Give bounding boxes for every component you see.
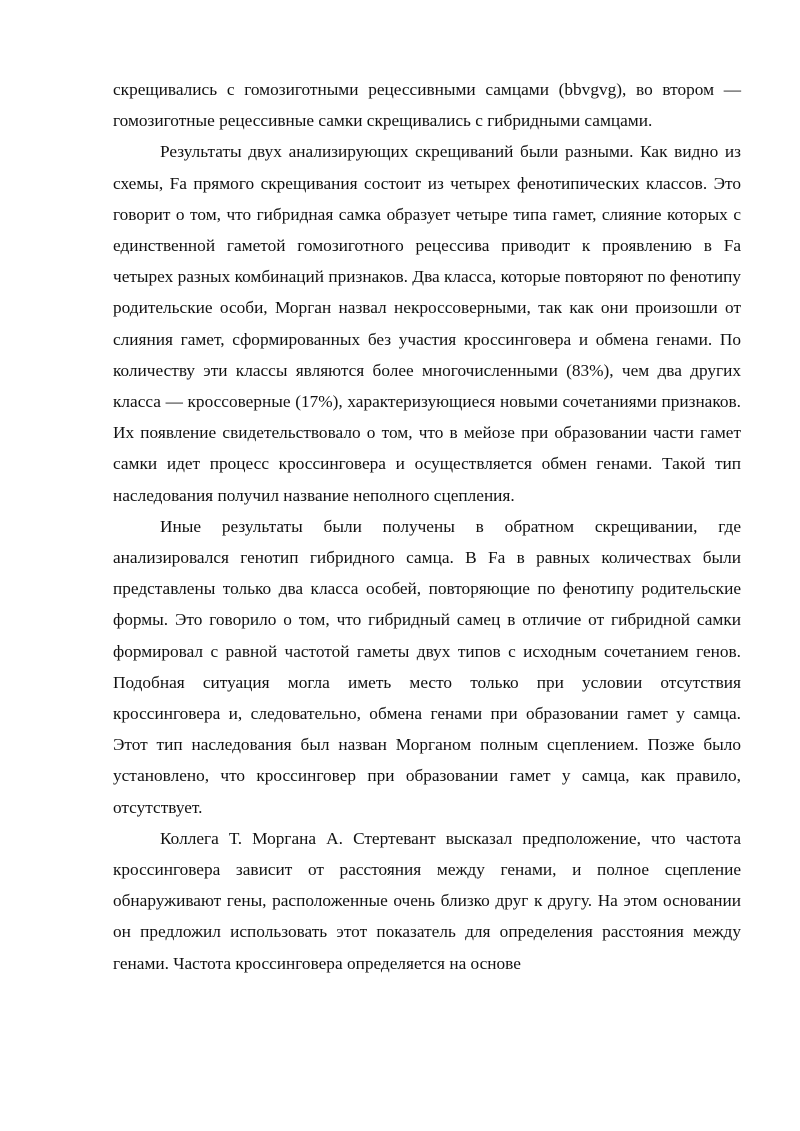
paragraph-continuation: скрещивались с гомозиготными рецессивными самцами (bbvgvg), во втором — гомозиготные рецессивные самки скрещивались с гибридными самцами. — [113, 80, 741, 131]
body-text — [113, 74, 741, 979]
paragraph-crossing-results: Результаты двух анализирующих скрещиваний были разными. Как видно из схемы, Fa прямого скрещивания состоит из четырех фенотипических классов. Это говорит о том, что гибридная самка образует четыре типа гамет, слияние которых с единственной гаметой гомозиготного рецессива приводит к проявлению в Fa четырех разных комбинаций признаков. Два класса, которые повторяют по фенотипу родительские особи, Морган назвал некроссоверными, так как они произошли от слияния гамет, сформированных без участия кроссинговера и обмена генами. По количеству эти классы являются более многочисленными (83%), чем два других класса — кроссоверные (17%), характеризующиеся новыми сочетаниями признаков. Их появление свидетельствовало о том, что в мейозе при образовании части гамет самки идет процесс кроссинговера и осуществляется обмен генами. Такой тип наследования получил название неполного сцепления. — [113, 142, 741, 505]
paragraph-reverse-crossing: Иные результаты были получены в обратном скрещивании, где анализировался генотип гибридного самца. В Fa в равных количествах были представлены только два класса особей, повторяющие по фенотипу родительские формы. Это говорило о том, что гибридный самец в отличие от гибридной самки формировал с равной частотой гаметы двух типов с исходным сочетанием генов. Подобная ситуация могла иметь место только при условии отсутствия кроссинговера и, следовательно, обмена генами при образовании гамет у самца. Этот тип наследования был назван Морганом полным сцеплением. Позже было установлено, что кроссинговер при образовании гамет у самца, как правило, отсутствует. — [113, 516, 741, 817]
paragraph-sturtevant: Коллега Т. Моргана А. Стертевант высказал предположение, что частота кроссинговера зависит от расстояния между генами, и полное сцепление обнаруживают гены, расположенные очень близко друг к другу. На этом основании он предложил использовать этот показатель для определения расстояния между генами. Частота кроссинговера определяется на основе — [113, 828, 741, 973]
